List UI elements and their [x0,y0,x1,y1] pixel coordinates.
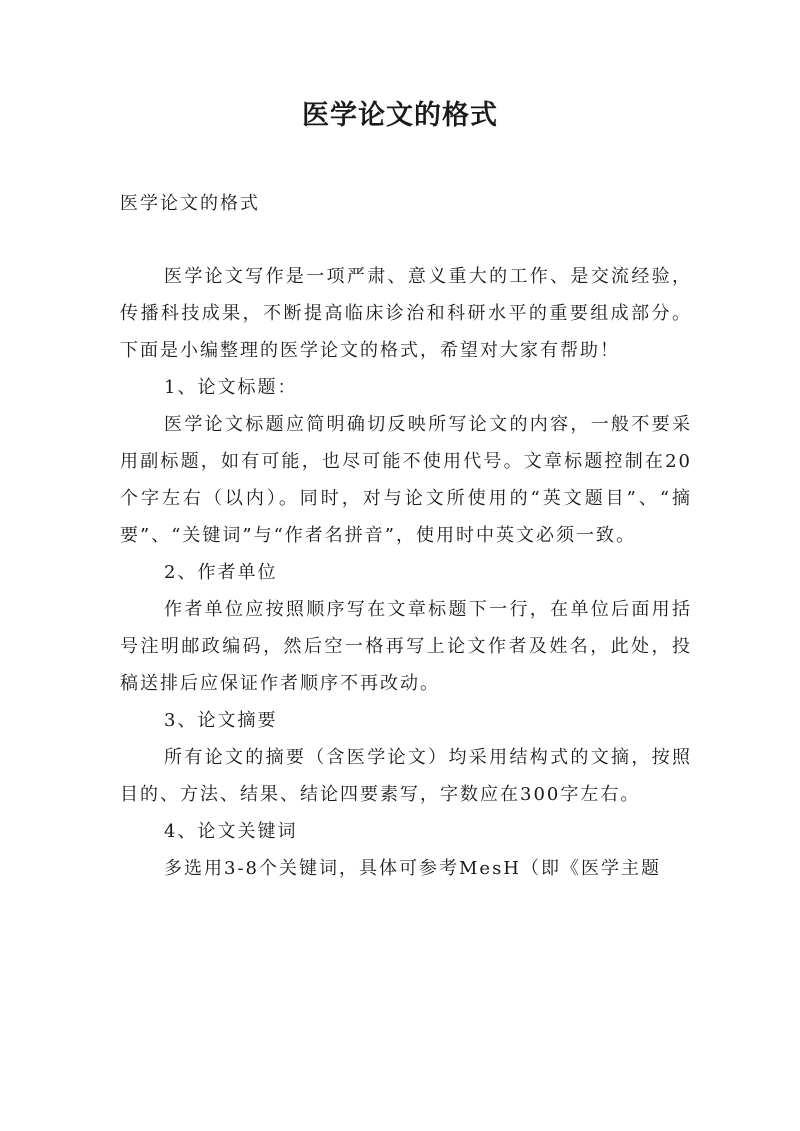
section-heading-author-unit: 2、作者单位 [164,562,278,583]
section-paragraph-author-unit: 作者单位应按照顺序写在文章标题下一行，在单位后面用括号注明邮政编码，然后空一格再写上论文作者及姓名，此处，投稿送排后应保证作者顺序不再改动。 [120,599,692,694]
section-paragraph-keywords: 多选用3-8个关键词，具体可参考MesH（即《医学主题 [164,858,662,879]
section-paragraph-abstract: 所有论文的摘要（含医学论文）均采用结构式的文摘，按照目的、方法、结果、结论四要素写，字数应在300字左右。 [120,747,692,805]
section-heading-keywords: 4、论文关键词 [164,821,298,842]
document-subtitle: 医学论文的格式 [120,193,260,214]
intro-paragraph: 医学论文写作是一项严肃、意义重大的工作、是交流经验，传播科技成果，不断提高临床诊治和科研水平的重要组成部分。下面是小编整理的医学论文的格式，希望对大家有帮助！ [120,266,692,361]
document-title: 医学论文的格式 [302,100,498,131]
section-heading-title: 1、论文标题： [164,377,298,398]
section-heading-abstract: 3、论文摘要 [164,710,278,731]
document-body [120,258,692,887]
section-paragraph-title: 医学论文标题应简明确切反映所写论文的内容，一般不要采用副标题，如有可能，也尽可能不使用代号。文章标题控制在20个字左右（以内）。同时，对与论文所使用的“英文题目”、“摘要”、“关键词”与“作者名拼音”，使用时中英文必须一致。 [120,414,692,546]
